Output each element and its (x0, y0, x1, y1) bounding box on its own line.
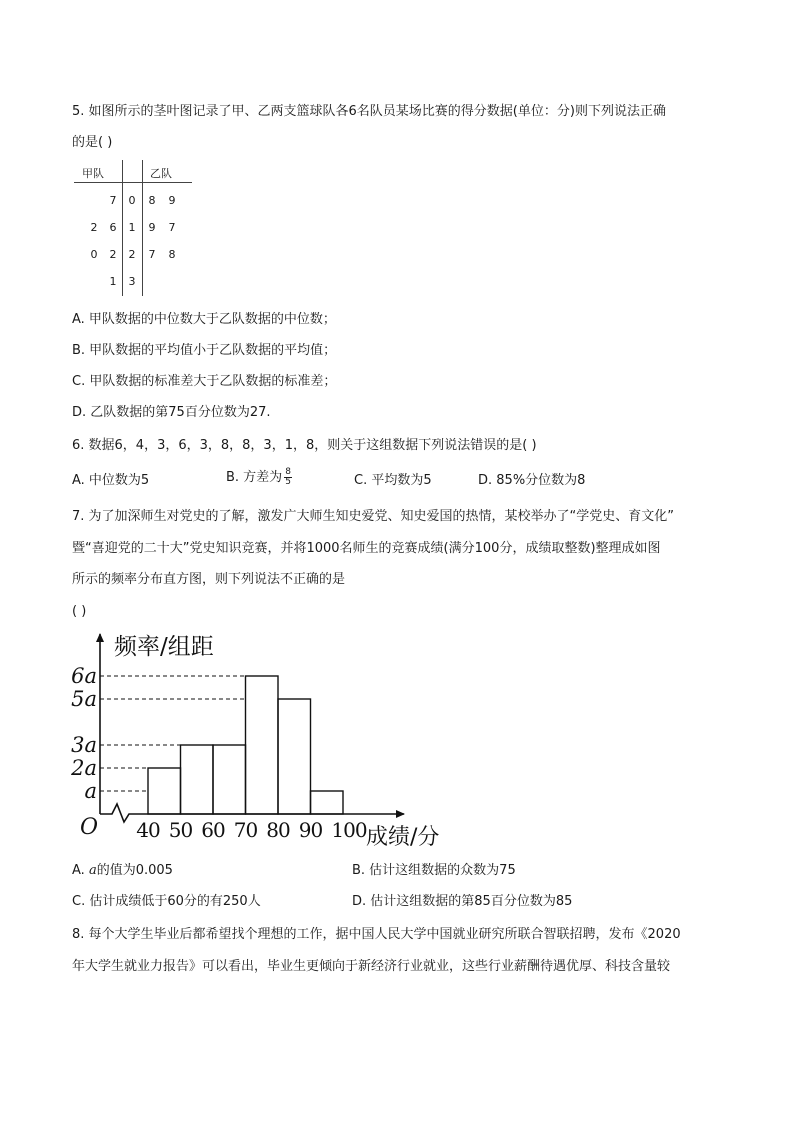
x-tick-label: 50 (168, 818, 193, 842)
stemleaf-left-divider (122, 160, 123, 296)
y-axis-label: 频率/组距 (114, 634, 214, 660)
stemleaf-leaf: 9 (168, 194, 176, 207)
q7-text-line2: 暨“喜迎党的二十大”党史知识竞赛，并将1000名师生的竞赛成绩(满分100分，成绩取整数)整理成如图 (72, 541, 661, 556)
y-tick-label: a (84, 779, 97, 803)
x-tick-label: 40 (136, 818, 160, 842)
stemleaf-leaf: 1 (109, 275, 117, 288)
stem-leaf-table (74, 160, 192, 296)
stemleaf-leaf: 8 (168, 248, 176, 261)
q8-text-line2: 年大学生就业力报告》可以看出，毕业生更倾向于新经济行业就业，这些行业薪酬待遇优厚、科技含量较 (72, 959, 671, 974)
stemleaf-left-header: 甲队 (82, 167, 104, 180)
histogram-bar (278, 699, 311, 814)
stemleaf-stem: 0 (128, 194, 136, 207)
stemleaf-leaf: 6 (109, 221, 117, 234)
q6-option-b (226, 468, 292, 487)
histogram-bar (213, 745, 246, 814)
q6-text-line1: 6. 数据6，4，3，6，3，8，8，3，1，8，则关于这组数据下列说法错误的是( ) (72, 438, 537, 453)
histogram-bar (246, 676, 279, 814)
origin-label: O (80, 815, 99, 840)
histogram-bar (181, 745, 214, 814)
q6-option-d: D. 85%分位数为8 (478, 473, 586, 488)
stemleaf-leaf: 7 (168, 221, 176, 234)
x-tick-label: 70 (233, 818, 258, 842)
q7-text-line1: 7. 为了加深师生对党史的了解，激发广大师生知史爱党、知史爱国的热情，某校举办了“学党史、育文化” (72, 509, 675, 524)
y-tick-label: 3a (71, 733, 97, 757)
q7-option-c: C. 估计成绩低于60分的有250人 (72, 894, 261, 909)
stemleaf-stem: 3 (128, 275, 136, 288)
histogram-bar (148, 768, 181, 814)
y-tick-label: 2a (71, 756, 97, 780)
variable-a: a (88, 863, 97, 878)
q7-text-line4: ( ) (72, 604, 87, 619)
stemleaf-right-divider (142, 160, 143, 296)
x-tick-label: 100 (331, 818, 367, 842)
frequency-histogram (71, 628, 474, 856)
q5-option-a: A. 甲队数据的中位数大于乙队数据的中位数； (72, 312, 336, 327)
histogram-bar (311, 791, 344, 814)
stemleaf-stem: 1 (128, 221, 136, 234)
fraction-denominator: 5 (285, 477, 291, 487)
stemleaf-leaf: 8 (148, 194, 156, 207)
fraction-numerator: 8 (285, 467, 291, 477)
q6-option-a: A. 中位数为5 (72, 473, 150, 488)
q5-text-line2: 的是( ) (72, 135, 113, 150)
stemleaf-leaf: 7 (148, 248, 156, 261)
stemleaf-leaf: 7 (109, 194, 117, 207)
x-tick-label: 90 (298, 818, 323, 842)
q7-option-b: B. 估计这组数据的众数为75 (352, 863, 516, 878)
q5-option-b: B. 甲队数据的平均值小于乙队数据的平均值； (72, 343, 337, 358)
x-axis-label: 成绩/分 (366, 825, 440, 850)
stemleaf-right-header: 乙队 (150, 167, 172, 180)
q5-text-line1: 5. 如图所示的茎叶图记录了甲、乙两支篮球队各6名队员某场比赛的得分数据(单位：分)则下列说法正确 (72, 104, 666, 119)
x-tick-label: 80 (266, 818, 290, 842)
q5-option-d: D. 乙队数据的第75百分位数为27. (72, 405, 271, 420)
q7-text-line3: 所示的频率分布直方图，则下列说法不正确的是 (72, 572, 346, 587)
x-tick-label: 60 (201, 818, 225, 842)
q6-option-c: C. 平均数为5 (354, 473, 432, 488)
histogram-guide-lines (100, 676, 246, 791)
stemleaf-stem: 2 (128, 248, 136, 261)
q6-option-b-label: B. 方差为 (226, 470, 283, 485)
stemleaf-leaf: 2 (109, 248, 117, 261)
q7-option-a-text: 的值为0.005 (96, 863, 173, 878)
y-tick-label: 5a (71, 687, 97, 711)
q5-option-c: C. 甲队数据的标准差大于乙队数据的标准差； (72, 374, 337, 389)
q8-text-line1: 8. 每个大学生毕业后都希望找个理想的工作，据中国人民大学中国就业研究所联合智联招聘，发布《2020 (72, 927, 681, 942)
stemleaf-leaf: 2 (90, 221, 98, 234)
stemleaf-leaf: 0 (90, 248, 98, 261)
histogram-labels (70, 634, 439, 850)
y-tick-label: 6a (71, 664, 97, 688)
q7-option-a: A. a的值为0.005 (72, 863, 173, 878)
stemleaf-leaf: 9 (148, 221, 156, 234)
stemleaf-header-rule (74, 182, 192, 183)
fraction (284, 468, 292, 487)
q7-option-d: D. 估计这组数据的第85百分位数为85 (352, 894, 573, 909)
